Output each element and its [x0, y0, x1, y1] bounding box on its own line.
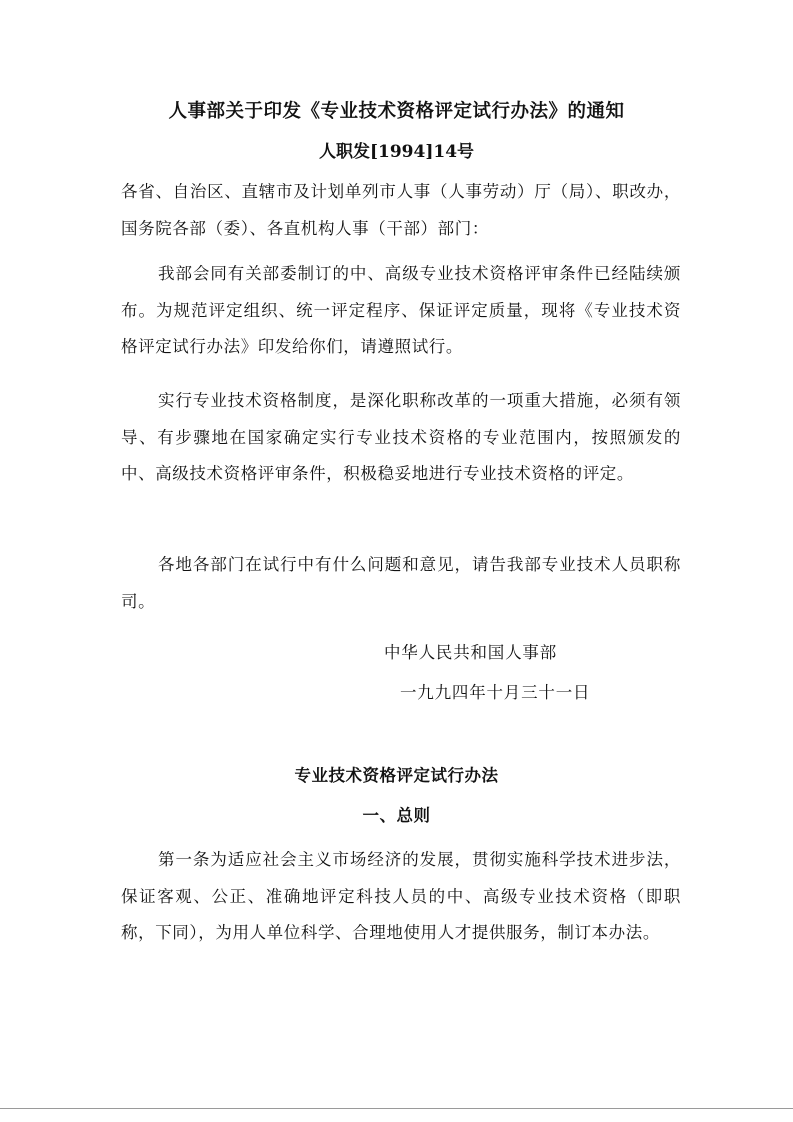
- document-number: 人职发[1994]14号: [318, 142, 475, 162]
- chapter-title: 一、总则: [362, 806, 431, 825]
- article-1: 第一条为适应社会主义市场经济的发展，贯彻实施科学技术进步法，保证客观、公正、准确地评定科技人员的中、高级专业技术资格（即职称，下同），为用人单位科学、合理地使用人才提供服务，制订本办法。: [121, 850, 681, 942]
- issuer-signature: 中华人民共和国人事部: [384, 643, 557, 662]
- paragraph-3: 各地各部门在试行中有什么问题和意见，请告我部专业技术人员职称司。: [121, 555, 681, 611]
- notice-title: 人事部关于印发《专业技术资格评定试行办法》的通知: [168, 101, 625, 122]
- paragraph-1: 我部会同有关部委制订的中、高级专业技术资格评审条件已经陆续颁布。为规范评定组织、统一评定程序、保证评定质量，现将《专业技术资格评定试行办法》印发给你们，请遵照试行。: [121, 264, 681, 356]
- salutation: 各省、自治区、直辖市及计划单列市人事（人事劳动）厅（局）、职改办，国务院各部（委）、各直机构人事（干部）部门：: [121, 182, 681, 238]
- paragraph-2: 实行专业技术资格制度，是深化职称改革的一项重大措施，必须有领导、有步骤地在国家确定实行专业技术资格的专业范围内，按照颁发的中、高级技术资格评审条件，积极稳妥地进行专业技术资格的评定。: [121, 391, 681, 483]
- measures-title: 专业技术资格评定试行办法: [294, 766, 499, 785]
- issue-date: 一九九四年十月三十一日: [400, 683, 591, 702]
- page-bottom-divider: [0, 1108, 793, 1109]
